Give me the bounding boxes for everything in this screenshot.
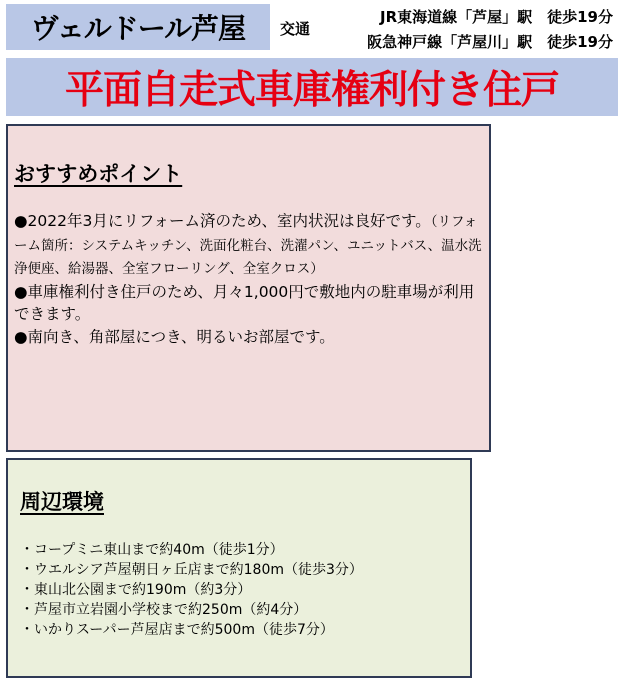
point-item [14, 210, 484, 281]
surroundings-panel [6, 458, 472, 678]
point-note: （リフォーム箇所：システムキッチン、洗面化粧台、洗濯パン、ユニットバス、温水洗浄便座、給湯器、全室フローリング、全室クロス） [14, 214, 482, 277]
list-item: ・東山北公園まで約190m（約3分） [20, 582, 252, 598]
access-line-jr: JR東海道線「芦屋」駅 徒歩19分 [379, 8, 613, 26]
surroundings-title: 周辺環境 [20, 490, 104, 514]
access-line-hankyu: 阪急神戸線「芦屋川」駅 徒歩19分 [367, 33, 613, 51]
point-item: ●南向き、角部屋につき、明るいお部屋です。 [14, 327, 335, 346]
surroundings-list [20, 540, 363, 640]
headline-banner: 平面自走式車庫権利付き住戸 [6, 58, 618, 116]
recommended-points-list [14, 210, 484, 348]
point-text: ●2022年3月にリフォーム済のため、室内状況は良好です。 [14, 212, 431, 230]
recommended-points-title: おすすめポイント [14, 162, 183, 186]
point-item: ●車庫権利付き住戸のため、月々1,000円で敷地内の駐車場が利用できます。 [14, 282, 475, 323]
recommended-points-panel [6, 124, 491, 452]
list-item: ・芦屋市立岩園小学校まで約250m（約4分） [20, 602, 308, 618]
list-item: ・いかりスーパー芦屋店まで約500m（徒歩7分） [20, 622, 334, 638]
list-item: ・コープミニ東山まで約40m（徒歩1分） [20, 542, 284, 558]
list-item: ・ウエルシア芦屋朝日ヶ丘店まで約180m（徒歩3分） [20, 562, 363, 578]
property-name: ヴェルドール芦屋 [6, 4, 270, 50]
traffic-label: 交通 [280, 20, 311, 38]
